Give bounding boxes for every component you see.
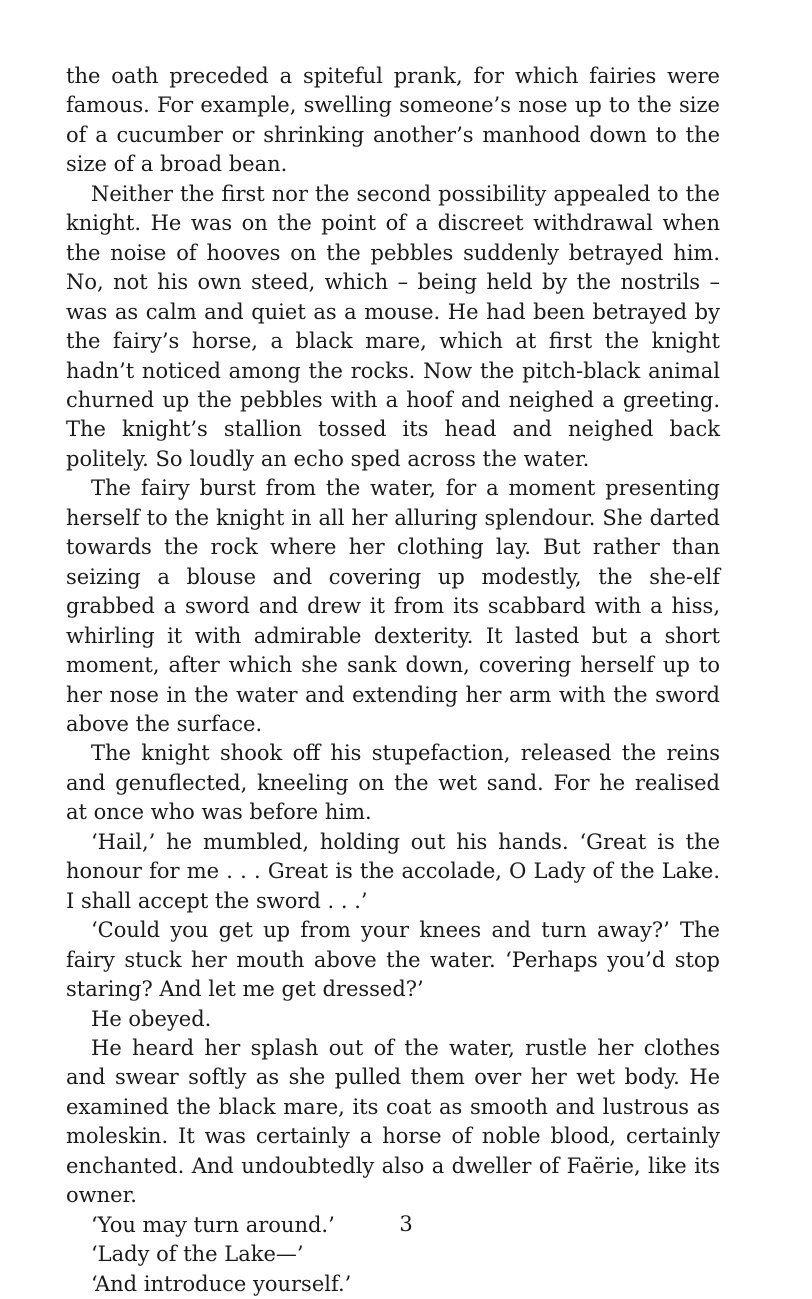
dialogue-paragraph: ‘Hail,’ he mumbled, holding out his hands. ‘Great is the honour for me . . . Great is the accolade, O Lady of the Lake. I shall accept the sword . . .’ (66, 829, 720, 913)
paragraph-continued: the oath preceded a spiteful prank, for which fairies were famous. For example, swelling someone’s nose up to the size of a cucumber or shrinking another’s manhood down to the size of a broad bean. (66, 64, 720, 177)
paragraph: The knight shook off his stupefaction, released the reins and genuflected, kneeling on the wet sand. For he realised at once who was before him. (66, 741, 720, 825)
dialogue-paragraph: ‘You may turn around.’ (91, 1212, 335, 1237)
paragraph: Neither the first nor the second possibility appealed to the knight. He was on the point of a discreet withdrawal when the noise of hooves on the pebbles suddenly betrayed him. No, not his own steed, which – being held by the nostrils – was as calm and quiet as a mouse. He had been betrayed by the fairy’s horse, a black mare, which at first the knight hadn’t noticed among the rocks. Now the pitch-black animal churned up the pebbles with a hoof and neighed a greeting. The knight’s stallion tossed its head and neighed back politely. So loudly an echo sped across the water. (66, 181, 720, 471)
paragraph: The fairy burst from the water, for a moment presenting herself to the knight in all her alluring splendour. She darted towards the rock where her clothing lay. But rather than seizing a blouse and covering up modestly, the she-elf grabbed a sword and drew it from its scabbard with a hiss, whirling it with admirable dexterity. It lasted but a short moment, after which she sank down, covering herself up to her nose in the water and extending her arm with the sword above the surface. (66, 476, 720, 736)
paragraph: He obeyed. (91, 1006, 212, 1031)
dialogue-paragraph: ‘Could you get up from your knees and turn away?’ The fairy stuck her mouth above the water. ‘Perhaps you’d stop staring? And let me get dressed?’ (66, 918, 720, 1002)
dialogue-paragraph: ‘Lady of the Lake—’ (91, 1242, 304, 1267)
body-text (66, 62, 720, 1299)
dialogue-paragraph: ‘And introduce yourself.’ (91, 1271, 352, 1296)
page-number: 3 (399, 1212, 413, 1236)
paragraph: He heard her splash out of the water, rustle her clothes and swear softly as she pulled them over her wet body. He examined the black mare, its coat as smooth and lustrous as moleskin. It was certainly a horse of noble blood, certainly enchanted. And undoubtedly also a dweller of Faërie, like its owner. (66, 1035, 720, 1208)
